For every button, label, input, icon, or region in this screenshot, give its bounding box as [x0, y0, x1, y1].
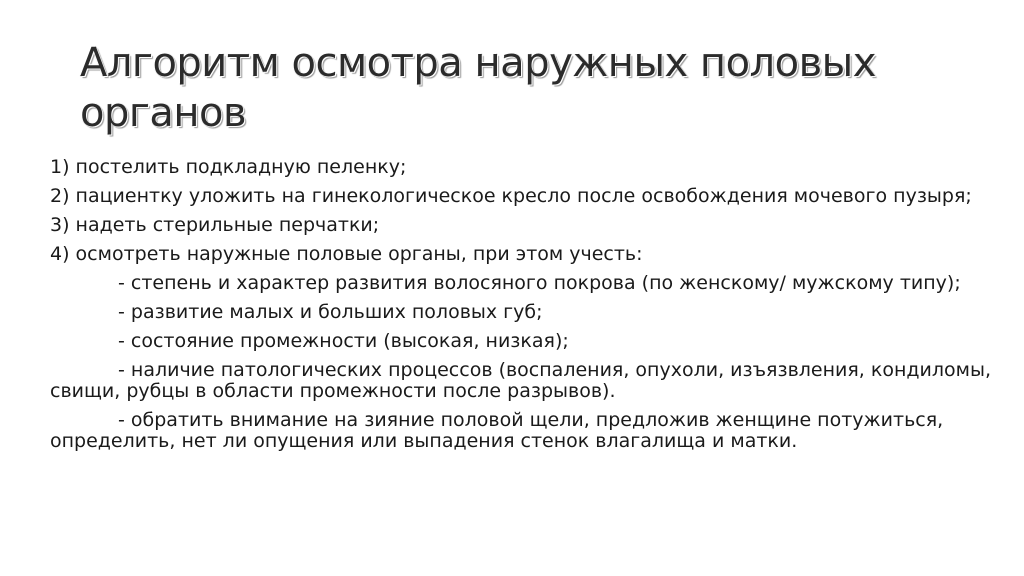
sub-item-text: - обратить внимание на зияние половой щели, предложив женщине потужиться, определить, нет ли опущения или выпадения стенок влагалища и матки.	[50, 409, 944, 452]
slide-title: Алгоритм осмотра наружных половых органов	[80, 40, 876, 136]
sub-item-text: - наличие патологических процессов (воспаления, опухоли, изъязвления, кондиломы, свищи, рубцы в области промежности после разрывов).	[50, 359, 992, 402]
sub-item	[50, 273, 1010, 294]
sub-item-text: - состояние промежности (высокая, низкая);	[118, 330, 569, 352]
step-text: 1) постелить подкладную пеленку;	[50, 156, 407, 178]
sub-item	[50, 331, 1010, 352]
step-text: 3) надеть стерильные перчатки;	[50, 214, 380, 236]
step-item	[50, 244, 1010, 265]
sub-item	[50, 302, 1010, 323]
step-text: 2) пациентку уложить на гинекологическое кресло после освобождения мочевого пузыря;	[50, 185, 972, 207]
sub-item-text: - степень и характер развития волосяного покрова (по женскому/ мужскому типу);	[118, 272, 961, 294]
step-item	[50, 186, 1010, 207]
step-item	[50, 215, 1010, 236]
step-text: 4) осмотреть наружные половые органы, при этом учесть:	[50, 243, 643, 265]
step-item	[50, 157, 1010, 178]
sub-item	[50, 410, 1010, 452]
algorithm-list	[50, 157, 1010, 460]
sub-item	[50, 360, 1010, 402]
sub-item-text: - развитие малых и больших половых губ;	[118, 301, 543, 323]
